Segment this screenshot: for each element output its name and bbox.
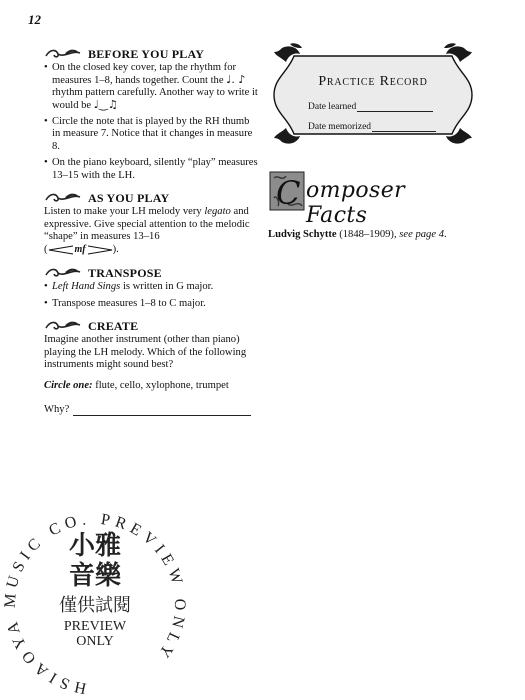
section-heading: [44, 267, 260, 279]
decrescendo-icon: [87, 245, 113, 255]
date-learned-blank[interactable]: [357, 102, 433, 112]
bullet-text: is written in G major.: [122, 281, 214, 293]
why-label: Why?: [44, 403, 70, 415]
piece-title: Left Hand Sings: [52, 281, 121, 293]
date-memorized-label: Date memorized: [308, 122, 372, 132]
practice-record-box: [272, 42, 474, 148]
page-number: 12: [28, 12, 41, 27]
section-as-you-play: [44, 192, 260, 257]
section-title: BEFORE YOU PLAY: [88, 47, 205, 61]
bullet-item: • Transpose measures 1–8 to C major.: [44, 298, 260, 310]
date-learned-field: [308, 102, 433, 112]
en-preview: PREVIEW: [63, 619, 127, 634]
bullet-list: [44, 62, 260, 182]
why-blank[interactable]: [73, 405, 251, 416]
composer-years: (1848–1909),: [339, 229, 397, 240]
section-title: TRANSPOSE: [88, 265, 162, 280]
punct: .: [444, 229, 447, 240]
date-memorized-field: [308, 122, 436, 132]
instructions-column: [44, 48, 260, 426]
composer-name: Ludvig Schytte: [268, 229, 337, 240]
composer-facts-title: omposer Facts: [306, 178, 406, 228]
cn-title-line2: 音樂: [68, 561, 121, 591]
section-heading: [44, 192, 260, 204]
section-before-you-play: [44, 48, 260, 182]
scroll-ornament-icon: [44, 192, 82, 204]
scroll-ornament-icon: [44, 48, 82, 60]
composer-info: [268, 229, 447, 240]
cn-preview-only: 僅供試閱: [59, 595, 131, 616]
scroll-ornament-icon: [44, 320, 82, 332]
date-learned-label: Date learned: [308, 102, 357, 112]
circle-one-line: [44, 380, 260, 392]
paren: (: [44, 243, 48, 255]
preview-watermark-stamp: [0, 512, 190, 700]
quarter-tied-eighths-note-icon: ♩‿♫: [93, 97, 118, 111]
date-memorized-blank[interactable]: [372, 122, 436, 132]
legato-term: legato: [204, 206, 231, 218]
practice-record-title: Practice Record: [318, 74, 428, 89]
dotted-quarter-eighth-note-icon: ♩. ♪: [226, 72, 246, 86]
crescendo-icon: [48, 245, 74, 255]
composer-facts-heading: [268, 168, 468, 228]
bullet-item: [44, 281, 260, 293]
dynamics-marking: [44, 244, 119, 256]
bullet-list: [44, 281, 260, 310]
why-answer-line: [44, 404, 260, 416]
ring-text: HSIAOYA MUSIC CO. PREVIEW ONLY: [1, 512, 189, 697]
circle-one-label: Circle one:: [44, 379, 93, 391]
bullet-text: rhythm pattern carefully. Another way to write it would be: [52, 87, 258, 111]
scroll-ornament-icon: [44, 267, 82, 279]
para-text: Listen to make your LH melody very: [44, 206, 202, 218]
section-transpose: [44, 267, 260, 310]
cn-title-line1: 小雅: [68, 531, 121, 561]
en-only: ONLY: [76, 634, 114, 649]
para-text: and expressive. Give special attention to the melodic “shape” in measures 13–16: [44, 206, 250, 243]
section-heading: [44, 48, 260, 60]
paragraph: [44, 206, 260, 256]
see-page-ref: see page 4: [399, 229, 444, 240]
mf-dynamic: mf: [74, 243, 86, 255]
bullet-item: • Circle the note that is played by the RH thumb in measure 7. Notice that it changes in measure 8.: [44, 116, 260, 153]
bullet-item: [44, 62, 260, 112]
initial-letter: C: [276, 174, 301, 212]
bullet-item: • On the piano keyboard, silently “play” measures 13–15 with the LH.: [44, 157, 260, 182]
section-title: CREATE: [88, 318, 139, 333]
bullet-text: On the closed key cover, tap the rhythm for measures 1–8, hands together. Count the: [52, 62, 237, 86]
section-heading: [44, 320, 260, 332]
section-title: AS YOU PLAY: [88, 191, 170, 206]
ornate-frame-icon: [272, 42, 474, 148]
paren: ).: [112, 243, 119, 255]
instrument-options: flute, cello, xylophone, trumpet: [95, 379, 229, 391]
paragraph: Imagine another instrument (other than piano) playing the LH melody. Which of the following instruments might sound best?: [44, 334, 247, 371]
ornate-initial-icon: [268, 168, 308, 214]
section-create: [44, 320, 260, 416]
